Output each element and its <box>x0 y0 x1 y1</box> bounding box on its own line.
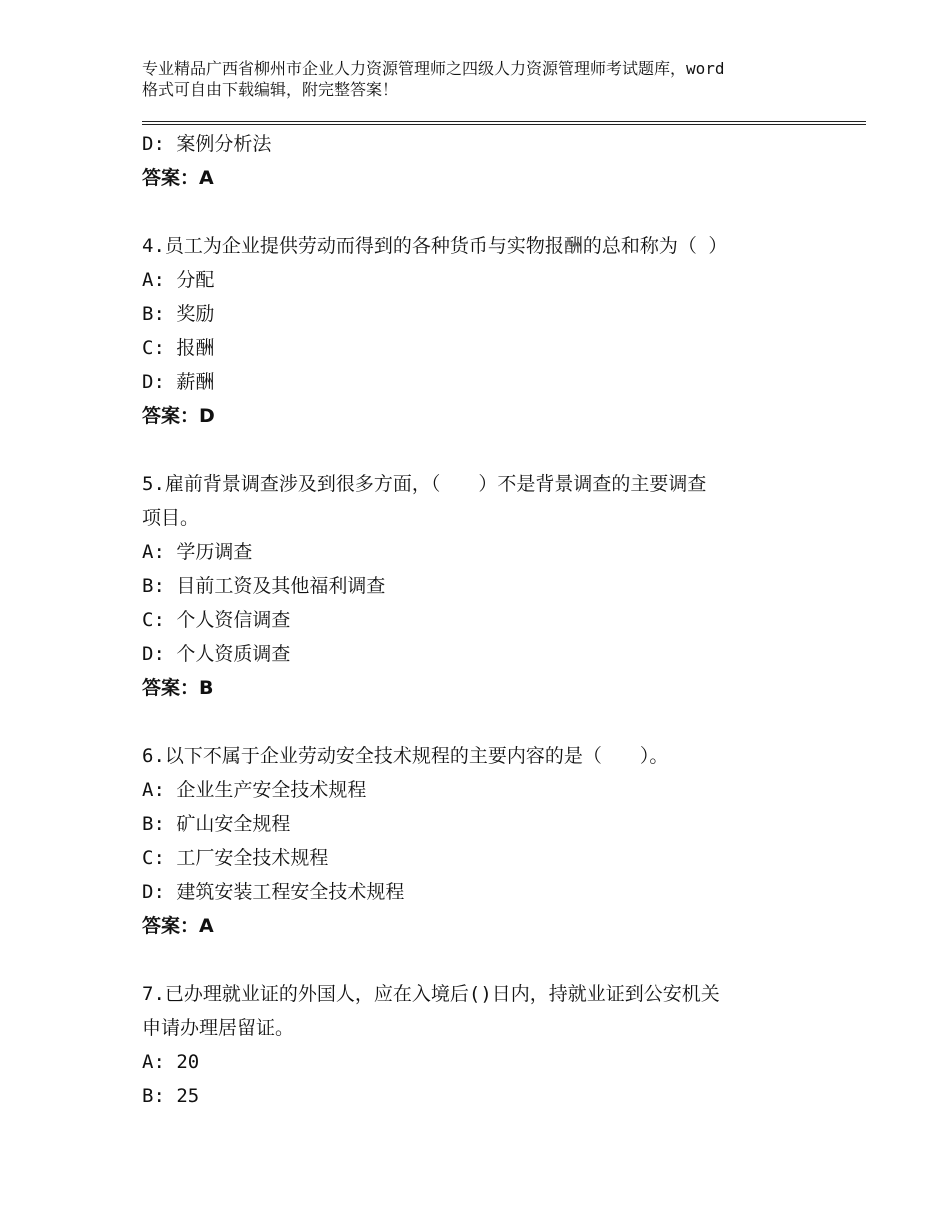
q7-stem-line-2: 申请办理居留证。 <box>142 1017 295 1039</box>
q5-option-d: D: 个人资质调查 <box>142 643 291 665</box>
q4-answer: 答案：D <box>142 405 215 427</box>
header-divider-bottom <box>142 124 866 125</box>
q4-option-a: A: 分配 <box>142 269 215 291</box>
question-5 <box>142 467 862 705</box>
header-title-line-1: 专业精品广西省柳州市企业人力资源管理师之四级人力资源管理师考试题库，word <box>142 59 725 78</box>
q3-answer: 答案：A <box>142 167 214 189</box>
spacer <box>142 943 862 977</box>
question-list <box>142 127 862 1113</box>
q6-option-c: C: 工厂安全技术规程 <box>142 847 329 869</box>
q6-option-b: B: 矿山安全规程 <box>142 813 291 835</box>
question-6 <box>142 739 862 943</box>
q4-stem: 4.员工为企业提供劳动而得到的各种货币与实物报酬的总和称为（ ） <box>142 235 728 257</box>
q5-option-c: C: 个人资信调查 <box>142 609 291 631</box>
q6-option-d: D: 建筑安装工程安全技术规程 <box>142 881 405 903</box>
spacer <box>142 195 862 229</box>
q7-option-a: A: 20 <box>142 1051 200 1073</box>
header-divider-top <box>142 121 866 122</box>
q5-stem-line-2: 项目。 <box>142 507 200 529</box>
spacer <box>142 705 862 739</box>
q3-option-d: D: 案例分析法 <box>142 133 272 155</box>
header-title-line-2: 格式可自由下载编辑，附完整答案！ <box>142 80 399 99</box>
q4-option-d: D: 薪酬 <box>142 371 215 393</box>
q5-answer: 答案：B <box>142 677 214 699</box>
q7-stem-line-1: 7.已办理就业证的外国人，应在入境后()日内，持就业证到公安机关 <box>142 983 720 1005</box>
q6-answer: 答案：A <box>142 915 214 937</box>
document-header <box>142 58 862 100</box>
q4-option-b: B: 奖励 <box>142 303 215 325</box>
question-7 <box>142 977 862 1113</box>
q6-stem: 6.以下不属于企业劳动安全技术规程的主要内容的是（ ）。 <box>142 745 669 767</box>
q5-option-a: A: 学历调查 <box>142 541 253 563</box>
spacer <box>142 433 862 467</box>
q6-option-a: A: 企业生产安全技术规程 <box>142 779 367 801</box>
q5-option-b: B: 目前工资及其他福利调查 <box>142 575 386 597</box>
question-4 <box>142 229 862 433</box>
q5-stem-line-1: 5.雇前背景调查涉及到很多方面，（ ）不是背景调查的主要调查 <box>142 473 707 495</box>
q4-option-c: C: 报酬 <box>142 337 215 359</box>
question-3-tail <box>142 127 862 195</box>
q7-option-b: B: 25 <box>142 1085 200 1107</box>
